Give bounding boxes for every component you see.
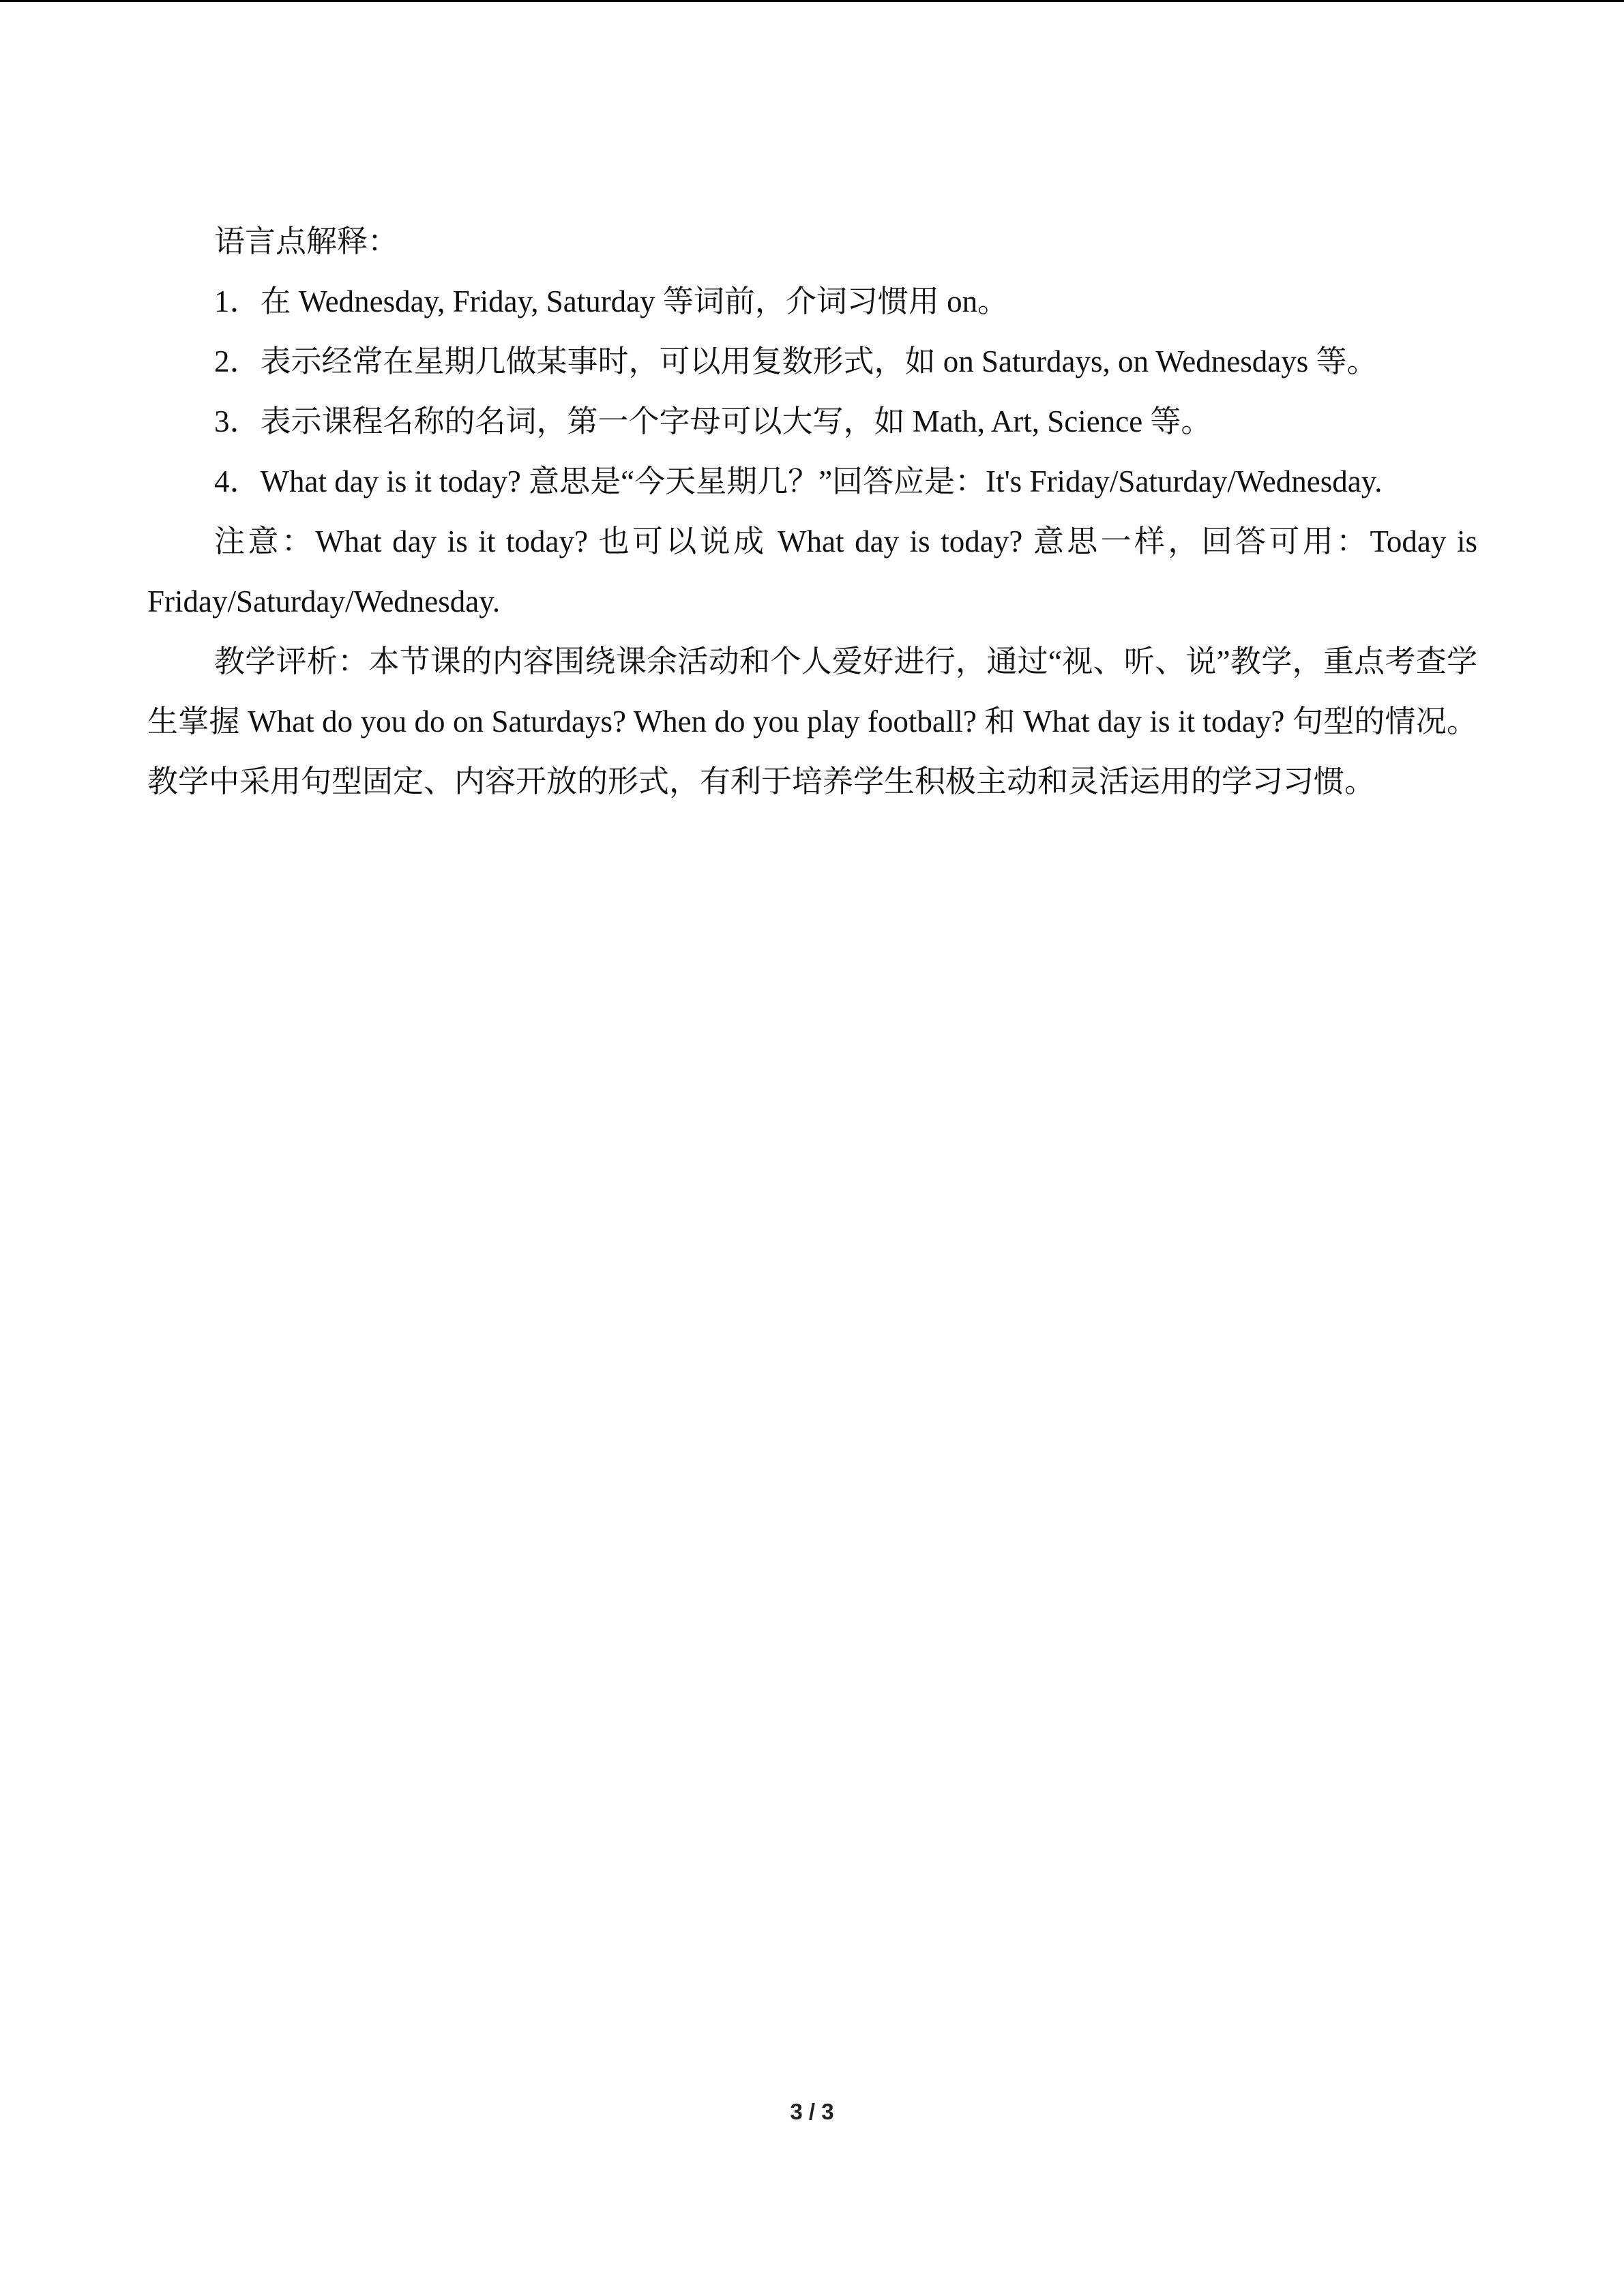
language-point-3: 3．表示课程名称的名词，第一个字母可以大写，如 Math, Art, Science 等。	[214, 404, 1212, 438]
language-point-4: 4．What day is it today? 意思是“今天星期几？”回答应是：It's Friday/Saturday/Wednesday.	[214, 464, 1383, 498]
note-paragraph: 注意：What day is it today? 也可以说成 What day is today? 意思一样，回答可用：Today is Friday/Saturday/Wednesday.	[147, 524, 1477, 618]
teaching-review-paragraph: 教学评析：本节课的内容围绕课余活动和个人爱好进行，通过“视、听、说”教学，重点考查学生掌握 What do you do on Saturdays? When do you play football? 和 What day is it today? 句型的情况。教学中采用句型固定、内容开放的形式，有利于培养学生积极主动和灵活运用的学习习惯。	[147, 644, 1477, 799]
language-point-1: 1．在 Wednesday, Friday, Saturday 等词前，介词习惯用 on。	[214, 284, 1009, 318]
page-number: 3 / 3	[790, 2099, 834, 2124]
document-body	[147, 211, 1477, 811]
language-point-2: 2．表示经常在星期几做某事时，可以用复数形式，如 on Saturdays, on Wednesdays 等。	[214, 344, 1378, 378]
page-top-border	[0, 0, 1624, 2]
section-heading-language-points: 语言点解释：	[214, 224, 399, 258]
